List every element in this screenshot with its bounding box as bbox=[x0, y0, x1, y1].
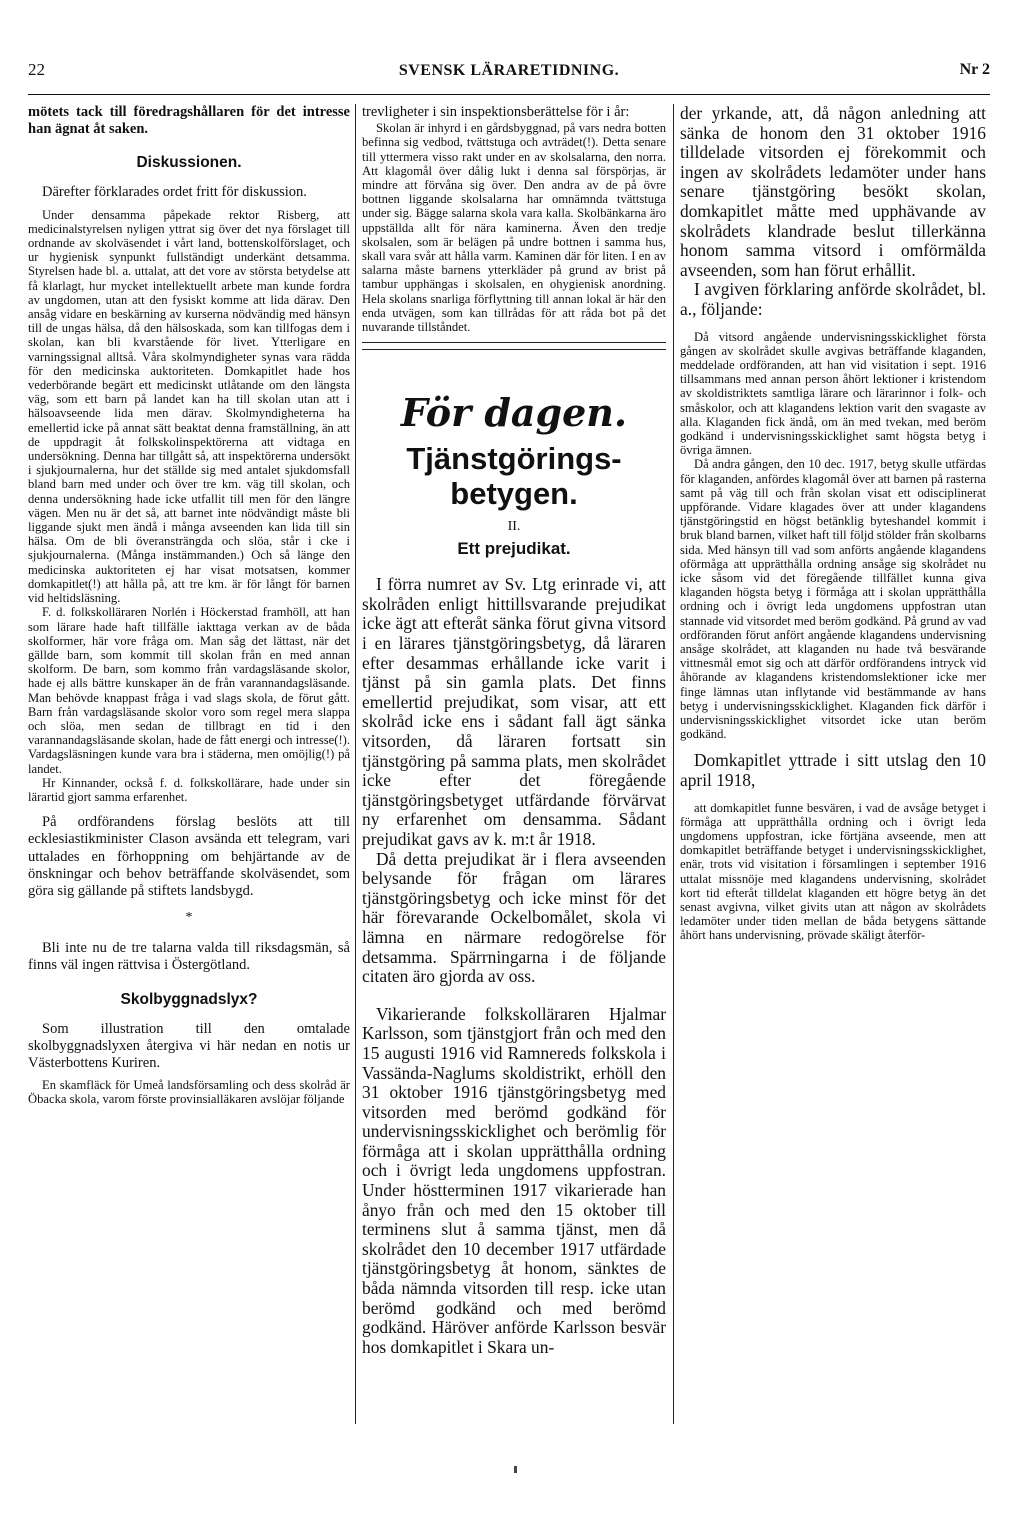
feature-title: Tjänstgörings-betygen. bbox=[406, 441, 622, 512]
feature-label: För dagen. bbox=[400, 390, 628, 436]
section-rule bbox=[362, 342, 666, 343]
header-rule bbox=[28, 94, 990, 95]
feature-paragraph-2: Då detta prejudikat är i flera avseenden belysande för frågan om lärares tjänstgöringsbetyg och icke minst för det här förevarande Ockelbomålet, skola vi lämna en närmare redogörelse för detsamma. Spärrningarna i de följande citaten äro gjorda av oss. bbox=[362, 848, 666, 987]
issue-number: Nr 2 bbox=[959, 61, 990, 78]
discussion-paragraph-2: F. d. folkskolläraren Norlén i Höckerstad framhöll, att han som lärare hade haft tillfälle iakttaga verkan av de båda skolformer, här vore fråga om. Man såg det lättast, när det gällde barn, som kommit till skolan från en med annan skolform. De barn, som kommo från vardagsläsande skolor, hade ej alls bättre kunskaper än de från varannandagsläsande. Man behövde knappast fråga i vad slags skola, de förut gått. Barn från vardagsläsande skolor voro som regel mera slappa och slöa, men sedan de tillbragt en tid i den varannandagsläsande skolan, hade de fått energi och intresse(!). Vardagsläsningen kunde vara bra i städerna, men omöjlig(!) på landet. bbox=[28, 605, 350, 776]
feature-paragraph-1: I förra numret av Sv. Ltg erinrade vi, att skolråden enligt hittillsvarande prejudikat icke ägt att efteråt sänka förut givna vitsord i en lärares tjänstgöringsbetyg, då läraren efter desammas erhållande icke varit i tjänst på sin gamla plats. Det finns emellertid prejudikat, som visar, att ett skolråd icke ens i sådant fall ägt sänka vitsorden, då läraren fortsatt sin tjänstgöring på samma plats, men skolrådet icke efter det föregående tjänstgöringsbetyget utfärdande förvärvat ny erfarenhet om densamma. Sådant prejudikat gavs av k. m:t år 1918. bbox=[362, 574, 666, 849]
column-3 bbox=[680, 104, 986, 1504]
luxury-quote-start: En skamfläck för Umeå landsförsamling och dess skolråd är Öbacka skola, varom förste provinsialläkaren avslöjar följande bbox=[28, 1078, 350, 1107]
feature-part: II. bbox=[507, 519, 521, 535]
quote-continued: trevligheter i sin inspektionsberättelse för i år: bbox=[362, 104, 630, 120]
journal-title: SVENSK LÄRARETIDNING. bbox=[398, 62, 620, 79]
running-header bbox=[28, 60, 990, 90]
print-mark bbox=[514, 1466, 517, 1473]
column3-paragraph-3: Domkapitlet yttrade i sitt utslag den 10 april 1918, bbox=[680, 750, 986, 791]
proposal-paragraph: På ordförandens förslag beslöts att till ecklesiastikminister Clason avsända ett telegram, vari uttalades en förhoppning om behjärtande av de önskningar och behov beträffande skolväsendet, som göra sig gällande på stiftets landsbygd. bbox=[28, 814, 350, 899]
section-rule-thin bbox=[362, 349, 666, 350]
discussion-paragraph-3: Hr Kinnander, också f. d. folkskollärare, hade under sin lärartid gjort samma erfarenhet. bbox=[28, 775, 350, 804]
column-divider-2 bbox=[673, 104, 674, 1424]
discussion-intro: Därefter förklarades ordet fritt för diskussion. bbox=[42, 184, 307, 201]
luxury-intro: Som illustration till den omtalade skolbyggnadslyxen återgiva vi här nedan en notis ur Västerbottens Kuriren. bbox=[28, 1020, 350, 1071]
discussion-heading: Diskussionen. bbox=[136, 154, 242, 172]
school-report-quote: Skolan är inhyrd i en gårdsbyggnad, på vars nedra botten befinna sig vedbod, tvättstuga och avträdet(!). Detta senare till yttermera visso rakt under en av skolsalarna, den norra. Att klagomål över dålig lukt i denna sal förspörjas, är mindre att förvåna sig över. Den andra av de på övre bottnen liggande skolsalarna har omnämnda tvättstuga under sig. Bägge salarna skola vara kalla. Skolbänkarna äro uppställda allt för nära kaminerna. Även den tredje skolsalen, som är belägen på undre bottnen i samma hus, skall vara svår att hålla varm. Kaminen där för liten. I en av salarna måste barnens ytterkläder på grund av brist på tambur upphängas i skolsalen, en ohygienisk anordning. Hela skolans snarliga förflyttning till annan lokal är här den enda utvägen, som kan tillrådas för att råda bot på det nuvarande tillståndet. bbox=[362, 121, 666, 335]
column-1 bbox=[28, 104, 350, 1504]
column-divider-1 bbox=[355, 104, 356, 1424]
column3-paragraph-2: I avgiven förklaring anförde skolrådet, bl. a., följande: bbox=[680, 279, 986, 319]
feature-paragraph-3: Vikarierande folkskolläraren Hjalmar Karlsson, som tjänstgjort från och med den 15 augusti 1916 vid Ramnereds folkskola i Vassända-Naglums skoldistrikt, erhöll den 31 oktober 1916 tjänstgöringsbetyg med vitsorden med berömd godkänd för undervisningsskicklighet och berömlig för förmåga att i skolan upprätthålla ordning och i övrigt leda ungdomens uppfostran. Under höstterminen 1917 vikarierade han ånyo från och med den 15 oktober till terminens slut å samma tjänst, men då skolrådet den 10 december 1917 utfärdade tjänstgöringsbetyg åt honom, sänktes de båda nämnda vitsorden till resp. icke utan berömd godkänd och med berömd godkänd. Häröver anförde Karlsson besvär hos domkapitlet i Skara un- bbox=[362, 1003, 666, 1357]
column-2 bbox=[362, 104, 666, 1504]
discussion-paragraph-1: Under densamma påpekade rektor Risberg, att medicinalstyrelsen nyligen yttrat sig över det nya förslaget till ordnande av skolväsendet i vårt land, bottenskolförslaget, och ur hygienisk synpunkt fullständigt underkänt detsamma. Styrelsen hade bl. a. uttalat, att det vore av största betydelse att få klarlagt, hur mycket intellektuellt arbete man kunde fordra av ungdomen, utan att den fysiskt komme att lida därav. Den ansåg vidare en beskärning av kurserna nödvändig med hänsyn till de ungas hälsa, då den hälsoskada, som kan tillfogas dem i skolan, kan bli kvarstående för livet. Ytterligare en varningssignal alltså. Våra skolmyndigheter synas vara rädda för den medicinska auktoriteten. Domkapitlet hade hos vederbörande begärt ett medicinskt utlåtande om den längsta väg, som ett barn på landet kan ha till skolan utan att i hälsoavseende lida men därav. Skolmyndigheterna ha emellertid icke på annat sätt beaktat denna framställning, än att de uppdragit åt folkskolinspektörerna att vidtaga en undersökning. Denna har tillgått så, att inspektörerna undersökt i sjukjournalerna, hur det ställde sig med antalet sjukdomsfall bland barn med under och över tre km. väg till skolan, och denna undersökning hade icke utfallit till men för den längre vägen. Men nu är det så, att barnet inte nödvändigt måste bli liggande sjukt men ändå i många avseenden kan lida till sin hälsa. Om de bli överansträngda och slöa, står i cke i sjukjournalerna. (Många instämmanden.) Och så länge den medicinska auktoriteten ej har visat motsatsen, kommer domkapitlet(!) att hålla på, att tre km. är för långt för barnen vid heltidsläsning. bbox=[28, 207, 350, 606]
council-quote-2: Då andra gången, den 10 dec. 1917, betyg skulle utfärdas för klaganden, anfördes klagomål över att barnen på rasterna samt på väg till och från skolan visat ett odisciplinerat uppförande. Vidare klagades över att under klagandens tjänstgöringstid en högst betänklig byteshandel kommit i bruk bland barnen, vilket haft till följd stölder från skolbarns sida. Med hänsyn till vad som anförts angående klagandens oförmåga att upprätthålla ordning ansåge sig skolrådet nu icke såsom vid det föregående tillfället kunna giva klaganden högsta betyg i förmåga att i skolan upprätthålla ordning och i övrigt leda ungdomens uppfostran utan stannade vid vitsordet med beröm godkänd. På grund av vad ordföranden förut anfört angående klagandens undervisning ansåge skolrådet, att klaganden nu hade två besvärande vittnesmål emot sig och att därför ordförandens intryck vid åhörande av klagandens kristendomslektioner icke mer finge lämnas utan inflytande vid bestämmande av hans betyg i undervisningsskicklighet. Klaganden fick därför i undervisningsskicklighet vitsordet icke utan beröm godkänd. bbox=[680, 457, 986, 742]
feature-subtitle: Ett prejudikat. bbox=[457, 539, 571, 559]
luxury-heading: Skolbyggnadslyx? bbox=[120, 990, 258, 1008]
column3-paragraph-1: der yrkande, att, då någon anledning att sänka de honom den 31 oktober 1916 tilldelade vitsorden ej förekommit och ingen av skolrådets ledamöter under hans senare tjänstgöring besökt skolan, domkapitlet måtte med upphävande av skolrådets klandrade beslut tillerkänna honom samma vitsord i omförmälda avseenden, som han förut erhållit. bbox=[680, 104, 986, 280]
remark-paragraph: Bli inte nu de tre talarna valda till riksdagsmän, så finns väl ingen rättvisa i Östergötland. bbox=[28, 940, 350, 974]
council-quote-1: Då vitsord angående undervisningsskicklighet första gången av skolrådet skulle avgivas beträffande klaganden, meddelade ordföranden, att han vid visitation i sept. 1916 tillsammans med annan person åhört lektioner i kristendom av skoldistriktets samtliga lärare och lärarinnor i folk- och småskolor, och att klagandens lektion varit den svagaste av alla. Klaganden fick ändå, om än med tvekan, med beröm godkänd i undervisningsskicklighet samt högsta betyg i övriga ämnen. bbox=[680, 329, 986, 458]
intro-text: mötets tack till föredragshållaren för det intresse han ägnat åt saken. bbox=[28, 104, 350, 138]
section-separator: * bbox=[185, 910, 193, 926]
page-number: 22 bbox=[28, 60, 45, 79]
chapter-ruling-quote: att domkapitlet funne besvären, i vad de avsåge betyget i förmåga att upprätthålla ordning och i övrigt leda ungdomens uppfostran, icke förtjäna avseende, men att domkapitlet beträffande betyget i undervisningsskicklighet, enär, trots vid visitation i församlingen i september 1916 uttalat missnöje med klagandens undervisning, skolrådet kort tid efteråt tilldelat klaganden ett högre betyg än det senast avgivna, vilket givits utan att någon av skolrådets ledamöter under tiden mellan de båda betygens sättande åhört hans undervisning, prövade skäligt återför- bbox=[680, 800, 986, 943]
